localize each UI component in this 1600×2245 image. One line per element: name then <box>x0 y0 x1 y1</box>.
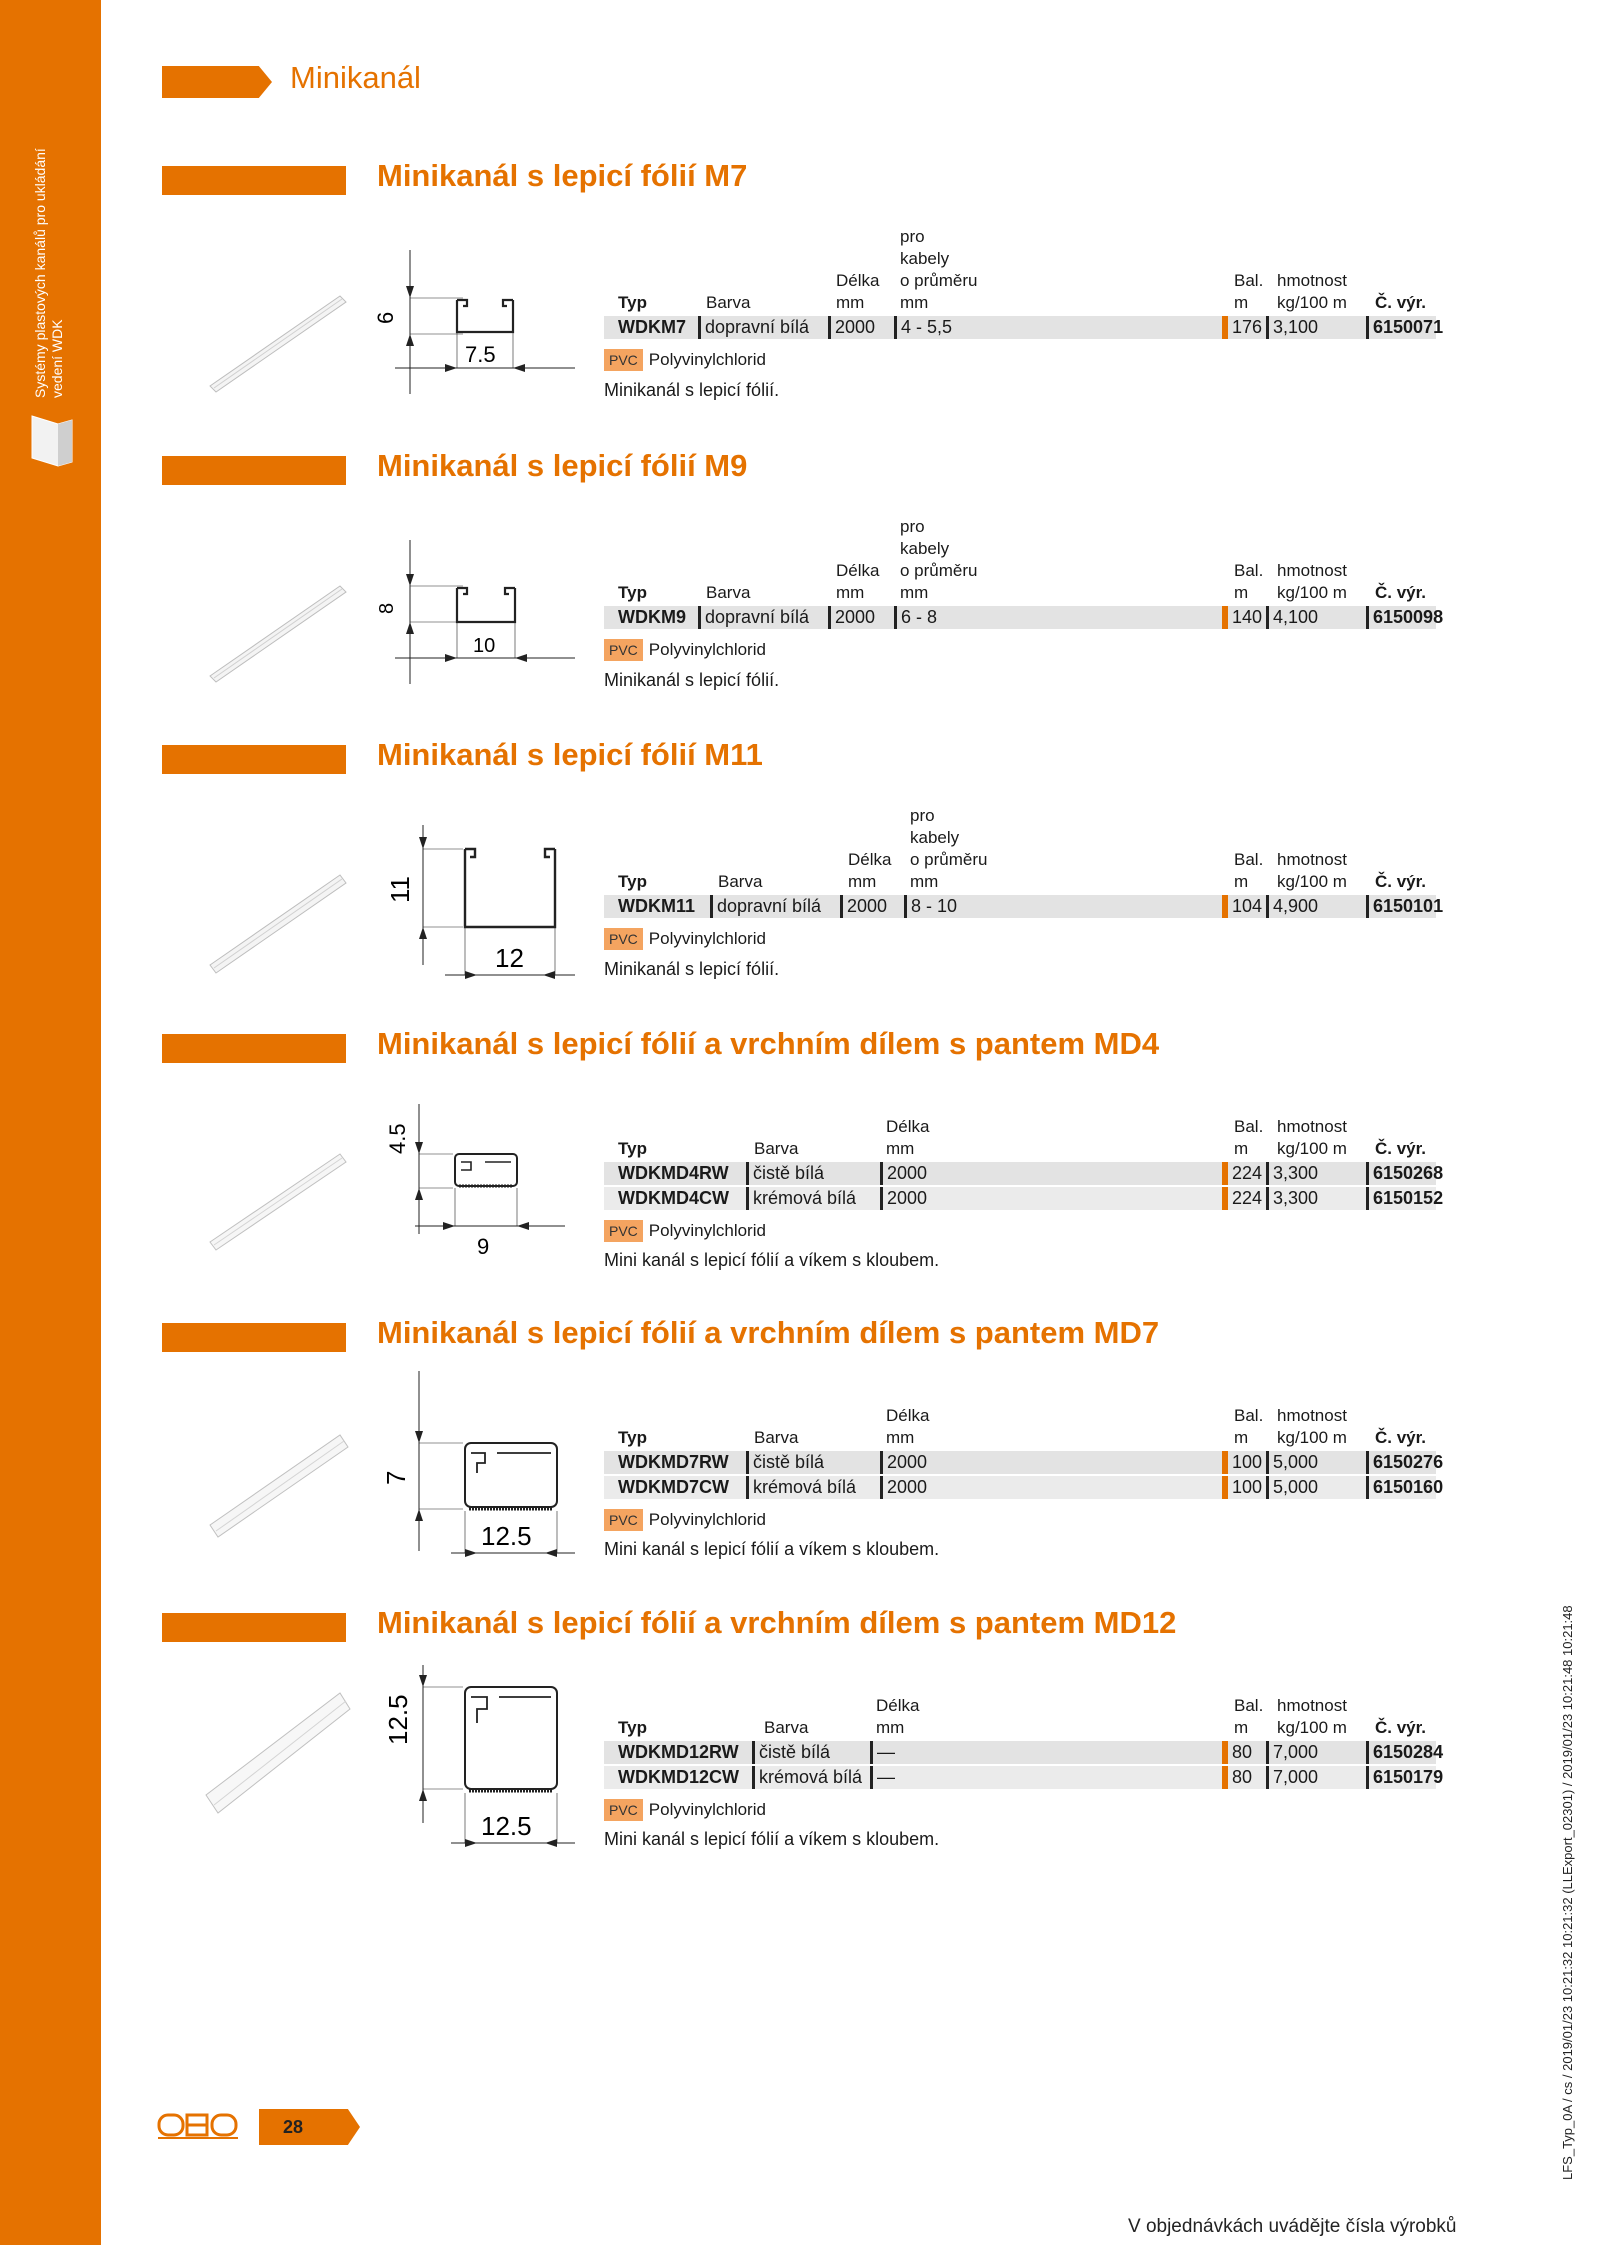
material-text: Polyvinylchlorid <box>648 1510 766 1529</box>
hdr-cvyr: Č. výr. <box>1375 1428 1427 1447</box>
page-number: 28 <box>283 2117 304 2137</box>
hdr-mm: mm <box>876 1718 905 1737</box>
section-description: Mini kanál s lepicí fólií a víkem s kloubem. <box>604 1539 940 1559</box>
section-title: Minikanál s lepicí fólií a vrchním dílem s pantem MD12 <box>377 1605 1177 1640</box>
material-tag: PVC <box>604 639 643 661</box>
section-md7 <box>0 1315 1600 1613</box>
cell-hmot: 5,000 <box>1266 1476 1318 1499</box>
cell-bal: 176 <box>1222 316 1262 339</box>
section-accent-bar <box>162 166 346 195</box>
cell-prumer: 6 - 8 <box>894 606 937 629</box>
cell-hmot: 4,100 <box>1266 606 1318 629</box>
hdr-bal: Bal. <box>1234 850 1264 869</box>
product-photo <box>200 1413 350 1553</box>
cell-bal: 80 <box>1222 1741 1252 1764</box>
material-line <box>604 1220 766 1242</box>
dim-height-label: 6 <box>373 311 398 324</box>
material-tag: PVC <box>604 349 643 371</box>
cell-delka: — <box>870 1766 895 1789</box>
cell-cvyr: 6150152 <box>1366 1187 1443 1210</box>
table-row <box>604 1187 1444 1210</box>
product-photo <box>200 845 350 985</box>
cell-bal: 80 <box>1222 1766 1252 1789</box>
hdr-bal: Bal. <box>1234 1406 1264 1425</box>
cell-barva: krémová bílá <box>752 1766 862 1789</box>
hdr-mm: mm <box>836 293 865 312</box>
table-row <box>604 316 1444 339</box>
cell-barva: čistě bílá <box>746 1451 824 1474</box>
material-tag: PVC <box>604 1799 643 1821</box>
cell-barva: krémová bílá <box>746 1187 856 1210</box>
hdr-kg: kg/100 m <box>1277 583 1347 602</box>
hdr-hmotnost: hmotnost <box>1277 561 1347 580</box>
hdr-prumer: o průměru <box>900 271 978 290</box>
footer-note: V objednávkách uvádějte čísla výrobků <box>1128 2216 1457 2237</box>
cell-typ: WDKMD7CW <box>618 1477 729 1497</box>
hdr-mm: mm <box>886 1428 915 1447</box>
hdr-cvyr: Č. výr. <box>1375 583 1427 602</box>
cell-delka: — <box>870 1741 895 1764</box>
cell-barva: dopravní bílá <box>710 895 821 918</box>
table-row <box>604 1766 1444 1789</box>
cell-bal: 104 <box>1222 895 1262 918</box>
hdr-mm2: mm <box>900 583 929 602</box>
dim-width-label: 12.5 <box>481 1811 532 1841</box>
hdr-typ: Typ <box>618 1139 647 1158</box>
hdr-m: m <box>1234 583 1249 602</box>
hdr-delka: Délka <box>876 1696 920 1715</box>
hdr-hmotnost: hmotnost <box>1277 1117 1347 1136</box>
cell-cvyr: 6150268 <box>1366 1162 1443 1185</box>
cell-typ: WDKM9 <box>618 607 686 627</box>
hdr-mm: mm <box>886 1139 915 1158</box>
cell-hmot: 5,000 <box>1266 1451 1318 1474</box>
cell-bal: 224 <box>1222 1187 1262 1210</box>
hdr-barva: Barva <box>754 1139 799 1158</box>
section-accent-bar <box>162 1613 346 1642</box>
hdr-mm: mm <box>836 583 865 602</box>
product-photo <box>200 266 350 406</box>
hdr-delka: Délka <box>836 561 880 580</box>
cell-typ: WDKMD12CW <box>618 1767 739 1787</box>
hdr-pro: pro <box>910 806 935 825</box>
cell-typ: WDKMD12RW <box>618 1742 739 1762</box>
cell-cvyr: 6150101 <box>1366 895 1443 918</box>
hdr-kg: kg/100 m <box>1277 1428 1347 1447</box>
cell-barva: čistě bílá <box>752 1741 830 1764</box>
dim-height-label: 8 <box>376 602 398 614</box>
table-row <box>604 895 1444 918</box>
section-title: Minikanál s lepicí fólií a vrchním dílem s pantem MD7 <box>377 1315 1160 1350</box>
page-number-bar <box>259 2109 360 2145</box>
dim-width-label: 12.5 <box>481 1521 532 1551</box>
cell-typ: WDKMD7RW <box>618 1452 729 1472</box>
material-text: Polyvinylchlorid <box>648 1221 766 1240</box>
cell-delka: 2000 <box>840 895 887 918</box>
hdr-mm: mm <box>848 872 877 891</box>
hdr-cvyr: Č. výr. <box>1375 872 1427 891</box>
hdr-cvyr: Č. výr. <box>1375 293 1427 312</box>
hdr-bal: Bal. <box>1234 561 1264 580</box>
hdr-cvyr: Č. výr. <box>1375 1139 1427 1158</box>
product-photo <box>200 556 350 696</box>
dim-height-label: 12.5 <box>383 1694 413 1745</box>
cell-barva: krémová bílá <box>746 1476 856 1499</box>
hdr-kabely: kabely <box>910 828 960 847</box>
sidebar-text-line2: vedení WDK <box>49 319 65 398</box>
cell-hmot: 3,300 <box>1266 1187 1318 1210</box>
cell-hmot: 3,100 <box>1266 316 1318 339</box>
hdr-bal: Bal. <box>1234 1696 1264 1715</box>
hdr-cvyr: Č. výr. <box>1375 1718 1427 1737</box>
hdr-barva: Barva <box>718 872 763 891</box>
hdr-pro: pro <box>900 227 925 246</box>
section-accent-bar <box>162 745 346 774</box>
cross-section-drawing <box>376 536 585 736</box>
cell-typ: WDKM11 <box>618 896 696 916</box>
hdr-bal: Bal. <box>1234 271 1264 290</box>
cell-hmot: 3,300 <box>1266 1162 1318 1185</box>
material-text: Polyvinylchlorid <box>648 350 766 369</box>
cell-delka: 2000 <box>828 606 875 629</box>
cross-section-drawing <box>381 1371 585 1571</box>
dim-width-label: 9 <box>477 1234 490 1259</box>
section-description: Minikanál s lepicí fólií. <box>604 380 780 400</box>
hdr-hmotnost: hmotnost <box>1277 850 1347 869</box>
cross-section-drawing <box>385 1104 585 1304</box>
hdr-barva: Barva <box>706 293 751 312</box>
hdr-kg: kg/100 m <box>1277 1139 1347 1158</box>
cross-section-drawing <box>385 1665 585 1865</box>
section-description: Minikanál s lepicí fólií. <box>604 670 780 690</box>
header-accent-bar <box>162 66 272 98</box>
hdr-m: m <box>1234 1139 1249 1158</box>
hdr-hmotnost: hmotnost <box>1277 1406 1347 1425</box>
hdr-kg: kg/100 m <box>1277 1718 1347 1737</box>
cell-typ: WDKM7 <box>618 317 686 337</box>
material-text: Polyvinylchlorid <box>648 1800 766 1819</box>
material-line <box>604 349 766 371</box>
section-description: Minikanál s lepicí fólií. <box>604 959 780 979</box>
dim-height-label: 11 <box>385 876 415 903</box>
section-accent-bar <box>162 456 346 485</box>
print-meta: LFS_Typ_0A / cs / 2019/01/23 10:21:32 10:21:32 (LLExport_02301) / 2019/01/23 10:21:48 10:21:48 <box>1560 1605 1575 2180</box>
table-row <box>604 1476 1444 1499</box>
hdr-barva: Barva <box>764 1718 809 1737</box>
section-accent-bar <box>162 1323 346 1352</box>
section-title: Minikanál s lepicí fólií M9 <box>377 448 748 483</box>
obo-logo <box>158 2113 238 2139</box>
hdr-typ: Typ <box>618 1428 647 1447</box>
hdr-delka: Délka <box>886 1117 930 1136</box>
page-title: Minikanál <box>290 60 421 95</box>
section-title: Minikanál s lepicí fólií M11 <box>377 737 763 772</box>
cell-cvyr: 6150179 <box>1366 1766 1443 1789</box>
cell-bal: 140 <box>1222 606 1262 629</box>
section-md12 <box>0 1605 1600 1903</box>
cell-cvyr: 6150098 <box>1366 606 1443 629</box>
table-row <box>604 1162 1444 1185</box>
dim-width-label: 12 <box>495 943 524 973</box>
dim-width-label: 10 <box>473 635 496 657</box>
material-line <box>604 928 766 950</box>
cell-cvyr: 6150276 <box>1366 1451 1443 1474</box>
hdr-m: m <box>1234 1718 1249 1737</box>
hdr-pro: pro <box>900 517 925 536</box>
section-m7 <box>0 158 1600 456</box>
hdr-mm2: mm <box>910 872 939 891</box>
cell-delka: 2000 <box>880 1162 927 1185</box>
material-tag: PVC <box>604 1220 643 1242</box>
cell-delka: 2000 <box>880 1451 927 1474</box>
hdr-prumer: o průměru <box>910 850 988 869</box>
cell-delka: 2000 <box>828 316 875 339</box>
hdr-delka: Délka <box>836 271 880 290</box>
hdr-kg: kg/100 m <box>1277 872 1347 891</box>
section-title: Minikanál s lepicí fólií M7 <box>377 158 748 193</box>
material-line <box>604 1799 766 1821</box>
hdr-typ: Typ <box>618 583 647 602</box>
hdr-m: m <box>1234 872 1249 891</box>
hdr-mm2: mm <box>900 293 929 312</box>
hdr-hmotnost: hmotnost <box>1277 1696 1347 1715</box>
cell-barva: dopravní bílá <box>698 606 809 629</box>
cell-hmot: 7,000 <box>1266 1741 1318 1764</box>
sidebar-text-line1: Systémy plastových kanálů pro ukládání <box>32 148 48 398</box>
cell-barva: dopravní bílá <box>698 316 809 339</box>
cell-delka: 2000 <box>880 1476 927 1499</box>
table-row <box>604 606 1444 629</box>
material-text: Polyvinylchlorid <box>648 640 766 659</box>
cell-cvyr: 6150071 <box>1366 316 1443 339</box>
material-text: Polyvinylchlorid <box>648 929 766 948</box>
cell-typ: WDKMD4RW <box>618 1163 729 1183</box>
section-title: Minikanál s lepicí fólií a vrchním dílem s pantem MD4 <box>377 1026 1160 1061</box>
cell-cvyr: 6150284 <box>1366 1741 1443 1764</box>
cell-cvyr: 6150160 <box>1366 1476 1443 1499</box>
hdr-typ: Typ <box>618 1718 647 1737</box>
section-description: Mini kanál s lepicí fólií a víkem s kloubem. <box>604 1829 940 1849</box>
hdr-hmotnost: hmotnost <box>1277 271 1347 290</box>
hdr-barva: Barva <box>754 1428 799 1447</box>
hdr-kg: kg/100 m <box>1277 293 1347 312</box>
dim-height-label: 7 <box>381 1470 411 1485</box>
table-row <box>604 1451 1444 1474</box>
product-photo <box>200 1124 350 1264</box>
material-line <box>604 1509 766 1531</box>
cell-typ: WDKMD4CW <box>618 1188 729 1208</box>
hdr-delka: Délka <box>886 1406 930 1425</box>
cell-hmot: 7,000 <box>1266 1766 1318 1789</box>
hdr-delka: Délka <box>848 850 892 869</box>
section-description: Mini kanál s lepicí fólií a víkem s kloubem. <box>604 1250 940 1270</box>
table-row <box>604 1741 1444 1764</box>
dim-height-label: 4.5 <box>385 1123 410 1154</box>
section-m9 <box>0 448 1600 746</box>
section-m11 <box>0 737 1600 1035</box>
cell-barva: čistě bílá <box>746 1162 824 1185</box>
hdr-m: m <box>1234 293 1249 312</box>
hdr-typ: Typ <box>618 293 647 312</box>
cell-prumer: 8 - 10 <box>904 895 957 918</box>
material-line <box>604 639 766 661</box>
section-md4 <box>0 1026 1600 1324</box>
cell-delka: 2000 <box>880 1187 927 1210</box>
hdr-barva: Barva <box>706 583 751 602</box>
hdr-kabely: kabely <box>900 249 950 268</box>
cell-prumer: 4 - 5,5 <box>894 316 952 339</box>
hdr-m: m <box>1234 1428 1249 1447</box>
material-tag: PVC <box>604 1509 643 1531</box>
cell-bal: 224 <box>1222 1162 1262 1185</box>
dim-width-label: 7.5 <box>465 342 496 367</box>
material-tag: PVC <box>604 928 643 950</box>
hdr-bal: Bal. <box>1234 1117 1264 1136</box>
cell-bal: 100 <box>1222 1476 1262 1499</box>
cell-bal: 100 <box>1222 1451 1262 1474</box>
hdr-typ: Typ <box>618 872 647 891</box>
section-accent-bar <box>162 1034 346 1063</box>
hdr-kabely: kabely <box>900 539 950 558</box>
cell-hmot: 4,900 <box>1266 895 1318 918</box>
cross-section-drawing <box>385 825 585 1025</box>
product-photo <box>200 1683 350 1823</box>
hdr-prumer: o průměru <box>900 561 978 580</box>
cross-section-drawing <box>373 246 585 446</box>
